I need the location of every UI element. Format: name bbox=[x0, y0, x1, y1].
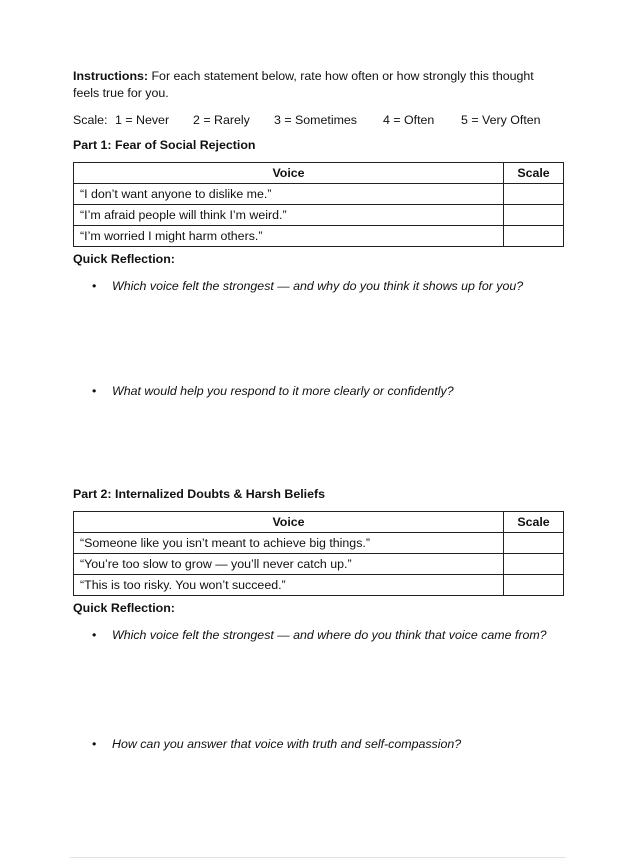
instructions-paragraph bbox=[73, 68, 563, 102]
part-1-heading: Part 1: Fear of Social Rejection bbox=[73, 138, 256, 152]
part-2-table bbox=[73, 511, 564, 596]
question-text: Which voice felt the strongest — and where do you think that voice came from? bbox=[112, 628, 547, 642]
table-row bbox=[74, 554, 564, 575]
part-2-heading: Part 2: Internalized Doubts & Harsh Beliefs bbox=[73, 487, 325, 501]
table-row bbox=[74, 533, 564, 554]
part-1-reflection-question-2 bbox=[92, 383, 454, 400]
part-2-reflection-question-1 bbox=[92, 627, 547, 644]
scale-cell[interactable] bbox=[504, 533, 564, 554]
voice-column-header: Voice bbox=[74, 163, 504, 184]
scale-label: Scale: bbox=[73, 113, 108, 127]
bullet-marker: • bbox=[92, 384, 97, 398]
voice-column-header: Voice bbox=[74, 512, 504, 533]
bullet-marker: • bbox=[92, 737, 97, 751]
scale-column-header: Scale bbox=[504, 512, 564, 533]
table-row bbox=[74, 205, 564, 226]
scale-cell[interactable] bbox=[504, 184, 564, 205]
question-text: What would help you respond to it more clearly or confidently? bbox=[112, 384, 454, 398]
voice-cell: “Someone like you isn’t meant to achieve big things.” bbox=[74, 533, 504, 554]
part-2-reflection-title: Quick Reflection: bbox=[73, 601, 175, 615]
scale-option-4: 4 = Often bbox=[383, 113, 435, 127]
instructions-label: Instructions: bbox=[73, 69, 149, 83]
scale-option-1: 1 = Never bbox=[115, 113, 170, 127]
bullet-marker: • bbox=[92, 279, 97, 293]
scale-cell[interactable] bbox=[504, 226, 564, 247]
table-row bbox=[74, 184, 564, 205]
part-1-reflection-title: Quick Reflection: bbox=[73, 252, 175, 266]
scale-cell[interactable] bbox=[504, 575, 564, 596]
question-text: Which voice felt the strongest — and why do you think it shows up for you? bbox=[112, 279, 524, 293]
part-1-reflection-question-1 bbox=[92, 278, 523, 295]
scale-option-3: 3 = Sometimes bbox=[274, 113, 357, 127]
voice-cell: “I’m worried I might harm others.” bbox=[74, 226, 504, 247]
scale-option-5: 5 = Very Often bbox=[461, 113, 541, 127]
table-row bbox=[74, 575, 564, 596]
voice-cell: “This is too risky. You won’t succeed.” bbox=[74, 575, 504, 596]
table-row bbox=[74, 226, 564, 247]
instructions-text: For each statement below, rate how often or how strongly this thought feels true for you. bbox=[73, 69, 534, 100]
bullet-marker: • bbox=[92, 628, 97, 642]
scale-option-2: 2 = Rarely bbox=[193, 113, 250, 127]
voice-cell: “I don’t want anyone to dislike me.” bbox=[74, 184, 504, 205]
part-1-table bbox=[73, 162, 564, 247]
table-header-row bbox=[74, 512, 564, 533]
voice-cell: “I’m afraid people will think I’m weird.” bbox=[74, 205, 504, 226]
table-header-row bbox=[74, 163, 564, 184]
scale-cell[interactable] bbox=[504, 205, 564, 226]
scale-cell[interactable] bbox=[504, 554, 564, 575]
page-bottom-divider bbox=[70, 857, 566, 858]
part-2-reflection-question-2 bbox=[92, 736, 461, 753]
question-text: How can you answer that voice with truth and self-compassion? bbox=[112, 737, 462, 751]
scale-column-header: Scale bbox=[504, 163, 564, 184]
voice-cell: “You’re too slow to grow — you’ll never catch up.” bbox=[74, 554, 504, 575]
